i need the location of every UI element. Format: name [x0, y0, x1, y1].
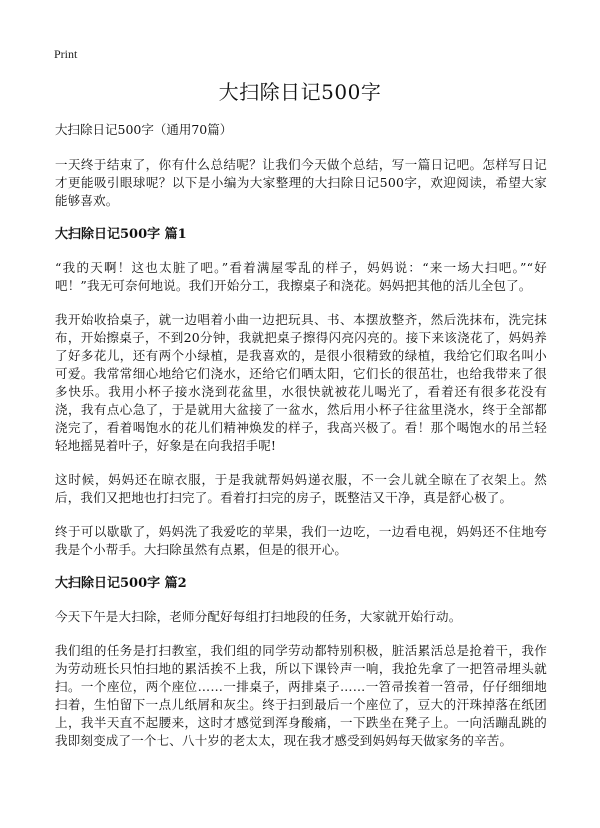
- section-1-paragraph: 终于可以歇歇了，妈妈洗了我爱吃的苹果，我们一边吃，一边看电视，妈妈还不住地夸我是个小帮手。大扫除虽然有点累，但是的很开心。: [55, 524, 547, 557]
- section-heading-1: 大扫除日记500字 篇1: [55, 227, 187, 242]
- section-1-paragraph: 我开始收拾桌子，就一边唱着小曲一边把玩具、书、本摆放整齐，然后洗抹布，洗完抹布，开始擦桌子，不到20分钟，我就把桌子擦得闪亮闪亮的。接下来该浇花了，妈妈养了好多花儿，还有两个小绿植，是我喜欢的，是很小很精致的绿植，我给它们取名叫小可爱。我常常细心地给它们浇水，还给它们晒太阳，它们长的很茁壮，也给我带来了很多快乐。我用小杯子接水浇到花盆里，水很快就被花儿喝光了，看着还有很多花没有浇，我有点心急了，于是就用大盆接了一盆水，然后用小杯子往盆里浇水，终于全部都浇完了，看着喝饱水的花儿们精神焕发的样子，我高兴极了。看！那个喝饱水的吊兰轻轻地摇晃着叶子，好象是在向我招手呢!: [55, 312, 547, 453]
- article-body: [55, 121, 547, 766]
- article-subtitle: 大扫除日记500字（通用70篇）: [55, 122, 233, 137]
- section-1-paragraph: 这时候，妈妈还在晾衣服，于是我就帮妈妈递衣服，不一会儿就全晾在了衣架上。然后，我们又把地也打扫完了。看着打扫完的房子，既整洁又干净，真是舒心极了。: [55, 472, 547, 505]
- section-1-paragraph: “我的天啊！这也太脏了吧。”看着满屋零乱的样子，妈妈说：“来一场大扫吧。”“好吧！”我无可奈何地说。我们开始分工，我擦桌子和浇花。妈妈把其他的活儿全包了。: [55, 260, 547, 293]
- section-2-paragraph: 我们组的任务是打扫教室，我们组的同学劳动都特别积极，脏活累活总是抢着干，我作为劳动班长只怕扫地的累活挨不上我，所以下课铃声一响，我抢先拿了一把笤帚埋头就扫。一个座位，两个座位……一排桌子，两排桌子……一笤帚挨着一笤帚，仔仔细细地扫着，生怕留下一点儿纸屑和灰尘。终于扫到最后一个座位了，豆大的汗珠掉落在纸团上，我半天直不起腰来，这时才感觉到浑身酸痛，一下跌坐在凳子上。一向活蹦乱跳的我即刻变成了一个七、八十岁的老太太，现在我才感受到妈妈每天做家务的辛苦。: [55, 643, 547, 748]
- page-title: 大扫除日记500字: [218, 80, 382, 104]
- section-2-paragraph: 今天下午是大扫除，老师分配好每组打扫地段的任务，大家就开始行动。: [55, 609, 462, 624]
- section-heading-2: 大扫除日记500字 篇2: [55, 576, 187, 591]
- print-link[interactable]: Print: [54, 47, 78, 61]
- intro-paragraph: 一天终于结束了，你有什么总结呢？让我们今天做个总结，写一篇日记吧。怎样写日记才更能吸引眼球呢？以下是小编为大家整理的大扫除日记500字，欢迎阅读，希望大家能够喜欢。: [55, 157, 547, 208]
